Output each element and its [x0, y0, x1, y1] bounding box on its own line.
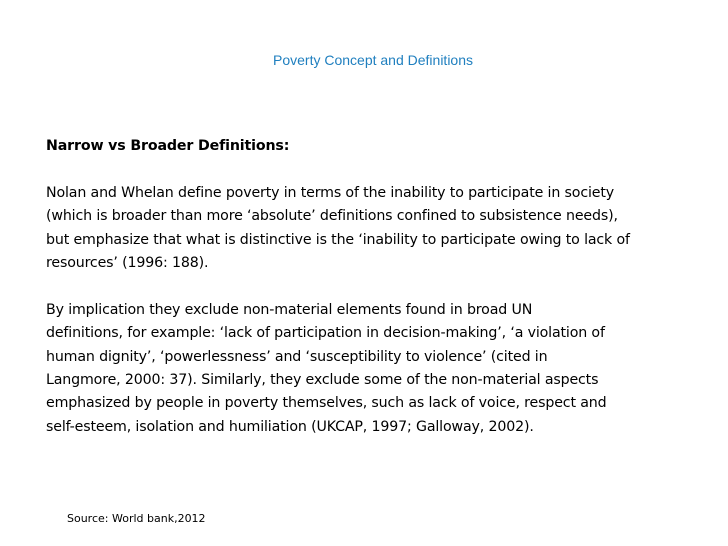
paragraph-2-line: emphasized by people in poverty themselves, such as lack of voice, respect and — [46, 395, 607, 412]
paragraph-2-line: definitions, for example: ‘lack of participation in decision-making’, ‘a violation of — [46, 325, 605, 342]
paragraph-2-line: Langmore, 2000: 37). Similarly, they exclude some of the non-material aspects — [46, 372, 599, 389]
slide-title: Poverty Concept and Definitions — [273, 52, 473, 68]
paragraph-2-line: self-esteem, isolation and humiliation (UKCAP, 1997; Galloway, 2002). — [46, 418, 534, 435]
paragraph-2-line: human dignity’, ‘powerlessness’ and ‘susceptibility to violence’ (cited in — [46, 348, 548, 365]
paragraph-1-line: Nolan and Whelan define poverty in terms of the inability to participate in society — [46, 184, 615, 201]
spacer — [46, 158, 726, 181]
paragraph-1-line: but emphasize that what is distinctive is the ‘inability to participate owing to lack of — [46, 231, 630, 248]
paragraph-1-line: (which is broader than more ‘absolute’ definitions confined to subsistence needs), — [46, 208, 618, 225]
source-citation: Source: World bank,2012 — [67, 512, 206, 525]
slide-body — [46, 135, 726, 439]
paragraph-1-line: resources’ (1996: 188). — [46, 255, 209, 272]
spacer — [46, 275, 726, 298]
section-heading: Narrow vs Broader Definitions: — [46, 138, 290, 154]
paragraph-2-line: By implication they exclude non-material elements found in broad UN — [46, 301, 533, 318]
